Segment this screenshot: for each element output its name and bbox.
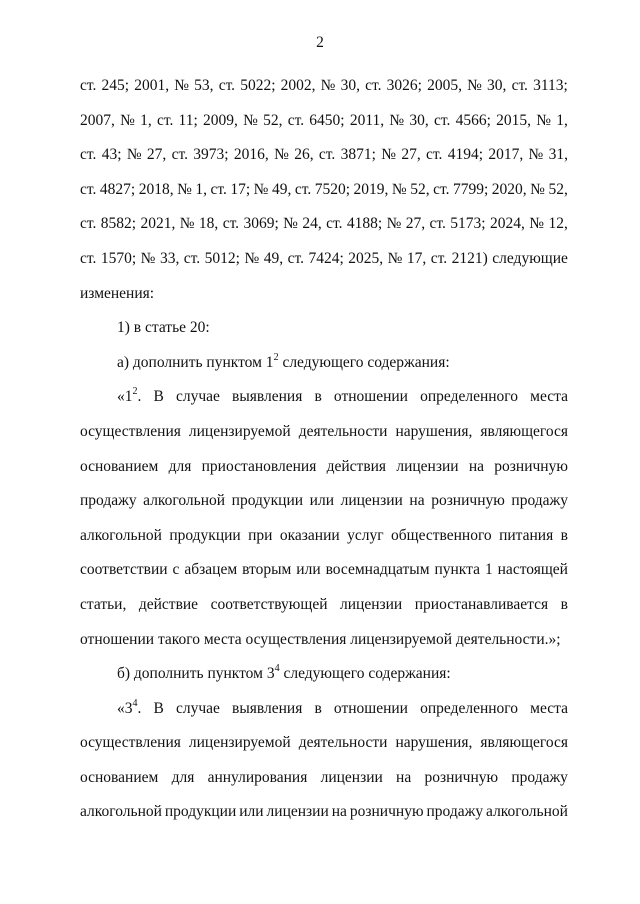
word: 3113; bbox=[533, 77, 568, 94]
word: № bbox=[283, 215, 298, 233]
word: алкогольной bbox=[486, 803, 568, 821]
text-line bbox=[80, 553, 568, 588]
word: № bbox=[126, 146, 142, 164]
word: ст. bbox=[287, 249, 304, 267]
word: 27, bbox=[146, 146, 167, 164]
word: 2121) bbox=[451, 249, 488, 267]
word: № bbox=[174, 77, 190, 94]
text-line bbox=[80, 484, 568, 519]
word: в bbox=[560, 526, 568, 544]
word: № bbox=[244, 249, 260, 267]
word: ст. bbox=[433, 180, 450, 198]
word: 18, bbox=[198, 215, 219, 233]
word: 52, bbox=[410, 180, 430, 198]
word: 33, bbox=[159, 249, 180, 267]
word: ст. bbox=[433, 111, 451, 129]
word: 2016, bbox=[233, 146, 269, 164]
word: 2019, bbox=[353, 180, 389, 198]
text-line bbox=[80, 173, 568, 208]
word: лицензируемой bbox=[188, 734, 291, 752]
word: 30, bbox=[409, 111, 429, 129]
word: № bbox=[389, 111, 405, 129]
word: лицензии bbox=[396, 457, 459, 475]
word: розничную bbox=[349, 803, 424, 821]
word: розничную bbox=[424, 768, 499, 786]
word: 30, bbox=[487, 77, 507, 94]
word: настоящей bbox=[497, 561, 568, 579]
word: 7520; bbox=[314, 180, 351, 198]
word: ст. bbox=[429, 215, 446, 233]
word: продажу bbox=[426, 803, 484, 821]
word: осуществления bbox=[80, 734, 181, 752]
text-line bbox=[80, 415, 568, 450]
word: 17; bbox=[230, 180, 251, 198]
word: случае bbox=[175, 388, 220, 406]
word: № bbox=[529, 215, 545, 233]
superscript: 4 bbox=[132, 697, 138, 709]
word: 2011, bbox=[349, 111, 385, 129]
text-line bbox=[80, 138, 568, 173]
word: вторым bbox=[242, 561, 292, 579]
word: восемнадцатым bbox=[325, 561, 430, 579]
word: нарушения, bbox=[395, 734, 473, 752]
word: следующие bbox=[492, 249, 568, 267]
word: осуществления bbox=[80, 422, 181, 440]
paragraph-number-dot: . bbox=[137, 388, 142, 406]
word: на bbox=[396, 768, 412, 786]
word: ст. bbox=[80, 180, 97, 198]
word: 2005, bbox=[427, 77, 462, 94]
word: № bbox=[387, 249, 403, 267]
word: ст. bbox=[183, 249, 201, 267]
text-line bbox=[80, 657, 568, 692]
word: продукции bbox=[169, 526, 241, 544]
text-line bbox=[80, 692, 568, 727]
word: или bbox=[309, 492, 334, 510]
word: алкогольной bbox=[80, 803, 162, 821]
word: № bbox=[386, 215, 402, 233]
word: в bbox=[560, 595, 568, 613]
paragraph-number-base: «3 bbox=[117, 699, 133, 717]
word: розничную bbox=[494, 457, 568, 475]
text-line bbox=[80, 588, 568, 623]
word: ст. bbox=[218, 77, 236, 94]
word: продажу bbox=[80, 492, 137, 510]
word: 7424; bbox=[308, 249, 344, 267]
word: 7799; bbox=[452, 180, 489, 198]
word: приостановления bbox=[201, 457, 317, 475]
word: или bbox=[239, 803, 264, 821]
text-line bbox=[80, 795, 568, 830]
word: ст. bbox=[156, 111, 174, 129]
text-line bbox=[80, 104, 568, 139]
word: 52, bbox=[548, 180, 568, 198]
word: на bbox=[409, 492, 425, 510]
word: продукции bbox=[164, 803, 237, 821]
word: ст. bbox=[318, 146, 336, 164]
word: основанием bbox=[80, 457, 159, 475]
word: 53, bbox=[194, 77, 214, 94]
word: 3069; bbox=[243, 215, 279, 233]
word: 3973; bbox=[193, 146, 229, 164]
superscript: 2 bbox=[132, 386, 138, 398]
word: соответствии bbox=[80, 561, 168, 579]
word: приостанавливается bbox=[414, 595, 549, 613]
word: ст. bbox=[210, 180, 227, 198]
superscript: 4 bbox=[274, 662, 280, 674]
word: места bbox=[530, 699, 568, 717]
word: № bbox=[381, 146, 397, 164]
word: № bbox=[177, 180, 192, 198]
word: лицензируемой bbox=[188, 422, 291, 440]
text-line bbox=[80, 726, 568, 761]
word: являющегося bbox=[480, 734, 568, 752]
word: 31, bbox=[548, 146, 568, 164]
text-line bbox=[80, 69, 568, 104]
word: № bbox=[120, 111, 135, 129]
word: ст. bbox=[80, 146, 97, 164]
word: 2021, bbox=[140, 215, 176, 233]
word: продажу bbox=[511, 492, 568, 510]
word: ст. bbox=[326, 215, 343, 233]
text-line bbox=[80, 346, 568, 381]
word: № bbox=[467, 77, 482, 94]
word: ст. bbox=[426, 146, 443, 164]
paragraph-number bbox=[117, 692, 141, 727]
word: 2024, bbox=[490, 215, 525, 233]
word: 49, bbox=[271, 180, 292, 198]
word: 2025, bbox=[348, 249, 384, 267]
paragraph-number bbox=[117, 380, 141, 415]
word: в bbox=[314, 388, 322, 406]
word: № bbox=[140, 249, 156, 267]
word: 2002, bbox=[280, 77, 316, 94]
word: 4827; bbox=[99, 180, 136, 198]
word: 4566; bbox=[455, 111, 491, 129]
word: ст. bbox=[294, 180, 312, 198]
text-line bbox=[80, 761, 568, 796]
word: действия bbox=[326, 457, 387, 475]
word: 4188; bbox=[346, 215, 383, 233]
word: ст. bbox=[171, 146, 188, 164]
word: 49, bbox=[263, 249, 284, 267]
word: оказании bbox=[279, 526, 340, 544]
word: 12, bbox=[548, 215, 568, 233]
word: для bbox=[168, 457, 192, 475]
line-text: следующего содержания: bbox=[278, 353, 450, 371]
word: № bbox=[320, 77, 336, 94]
word: 3026; bbox=[386, 77, 422, 94]
word: № bbox=[391, 180, 407, 198]
word: 5022; bbox=[240, 77, 276, 94]
word: алкогольной bbox=[143, 492, 226, 510]
text-line bbox=[80, 450, 568, 485]
word: для bbox=[171, 768, 195, 786]
word: нарушения, bbox=[395, 422, 473, 440]
word: питания bbox=[499, 526, 554, 544]
word: № bbox=[179, 215, 195, 233]
word: ст. bbox=[365, 77, 382, 94]
word: отношении bbox=[333, 388, 408, 406]
word: пункта bbox=[434, 561, 480, 579]
word: отношении bbox=[333, 699, 408, 717]
word: 52, bbox=[263, 111, 283, 129]
word: ст. bbox=[511, 77, 528, 94]
word: при bbox=[248, 526, 273, 544]
line-text: следующего содержания: bbox=[279, 665, 451, 683]
word: деятельности bbox=[298, 422, 388, 440]
word: розничную bbox=[431, 492, 505, 510]
word: 4194; bbox=[447, 146, 484, 164]
word: 3871; bbox=[340, 146, 376, 164]
word: 2020, bbox=[491, 180, 527, 198]
word: продукции bbox=[231, 492, 304, 510]
word: 5173; bbox=[450, 215, 486, 233]
word: В bbox=[153, 699, 164, 717]
word: с bbox=[172, 561, 180, 579]
word: 2001, bbox=[134, 77, 170, 94]
text-line: изменения: bbox=[80, 284, 155, 302]
word: № bbox=[274, 146, 289, 164]
word: 43; bbox=[101, 146, 122, 164]
word: действие bbox=[138, 595, 199, 613]
word: № bbox=[253, 180, 269, 198]
word: или bbox=[296, 561, 321, 579]
word: 8582; bbox=[100, 215, 137, 233]
word: 1570; bbox=[100, 249, 137, 267]
word: лицензии bbox=[340, 595, 403, 613]
word: в bbox=[314, 699, 322, 717]
word: являющегося bbox=[480, 422, 568, 440]
word: 2007, bbox=[80, 111, 115, 129]
word: на bbox=[331, 803, 347, 821]
word: 2009, bbox=[203, 111, 238, 129]
text-line: отношении такого места осуществления лицензируемой деятельности.»; bbox=[80, 630, 561, 648]
text-line bbox=[80, 380, 568, 415]
word: 1, bbox=[556, 111, 568, 129]
word: 27, bbox=[401, 146, 421, 164]
text-line bbox=[80, 242, 568, 277]
word: 24, bbox=[302, 215, 322, 233]
word: продажу bbox=[511, 768, 568, 786]
document-body bbox=[80, 69, 568, 830]
word: 1 bbox=[484, 561, 493, 579]
word: соответствующей bbox=[210, 595, 328, 613]
word: 5012; bbox=[204, 249, 240, 267]
text-line bbox=[80, 207, 568, 242]
word: основанием bbox=[80, 768, 159, 786]
word: 2018, bbox=[138, 180, 174, 198]
word: 1, bbox=[195, 180, 207, 198]
word: 30, bbox=[340, 77, 360, 94]
word: 17, bbox=[406, 249, 427, 267]
word: ст. bbox=[287, 111, 305, 129]
word: 27, bbox=[405, 215, 426, 233]
word: ст. bbox=[80, 77, 97, 94]
word: лицензии bbox=[340, 492, 403, 510]
word: 2017, bbox=[488, 146, 524, 164]
paragraph-number-base: «1 bbox=[117, 388, 133, 406]
line-text: а) дополнить пунктом 1 bbox=[117, 353, 274, 371]
word: определенного bbox=[420, 699, 519, 717]
word: общественного bbox=[391, 526, 492, 544]
word: статьи, bbox=[80, 595, 127, 613]
word: ст. bbox=[222, 215, 240, 233]
superscript: 2 bbox=[273, 351, 279, 363]
word: ст. bbox=[80, 215, 97, 233]
word: места bbox=[530, 388, 568, 406]
word: 6450; bbox=[309, 111, 345, 129]
word: алкогольной bbox=[80, 526, 162, 544]
line-text: б) дополнить пунктом 3 bbox=[117, 665, 275, 683]
word: деятельности bbox=[298, 734, 388, 752]
word: 245; bbox=[101, 77, 130, 94]
word: ст. bbox=[430, 249, 448, 267]
page-number: 2 bbox=[316, 34, 324, 51]
word: № bbox=[528, 146, 544, 164]
text-line bbox=[80, 519, 568, 554]
word: лицензии bbox=[320, 768, 383, 786]
word: 2015, bbox=[496, 111, 531, 129]
word: определенного bbox=[420, 388, 519, 406]
word: на bbox=[468, 457, 485, 475]
paragraph-number-dot: . bbox=[137, 699, 142, 717]
word: 1, bbox=[140, 111, 152, 129]
word: услуг bbox=[347, 526, 384, 544]
word: выявления bbox=[232, 699, 303, 717]
text-line: 1) в статье 20: bbox=[117, 319, 210, 337]
word: ст. bbox=[80, 249, 97, 267]
word: случае bbox=[175, 699, 220, 717]
word: 26, bbox=[294, 146, 314, 164]
word: 11; bbox=[178, 111, 198, 129]
word: № bbox=[243, 111, 258, 129]
word: лицензии bbox=[266, 803, 329, 821]
word: № bbox=[536, 111, 551, 129]
word: абзацем bbox=[184, 561, 238, 579]
word: аннулирования bbox=[207, 768, 308, 786]
word: выявления bbox=[232, 388, 303, 406]
word: № bbox=[530, 180, 545, 198]
word: В bbox=[153, 388, 164, 406]
